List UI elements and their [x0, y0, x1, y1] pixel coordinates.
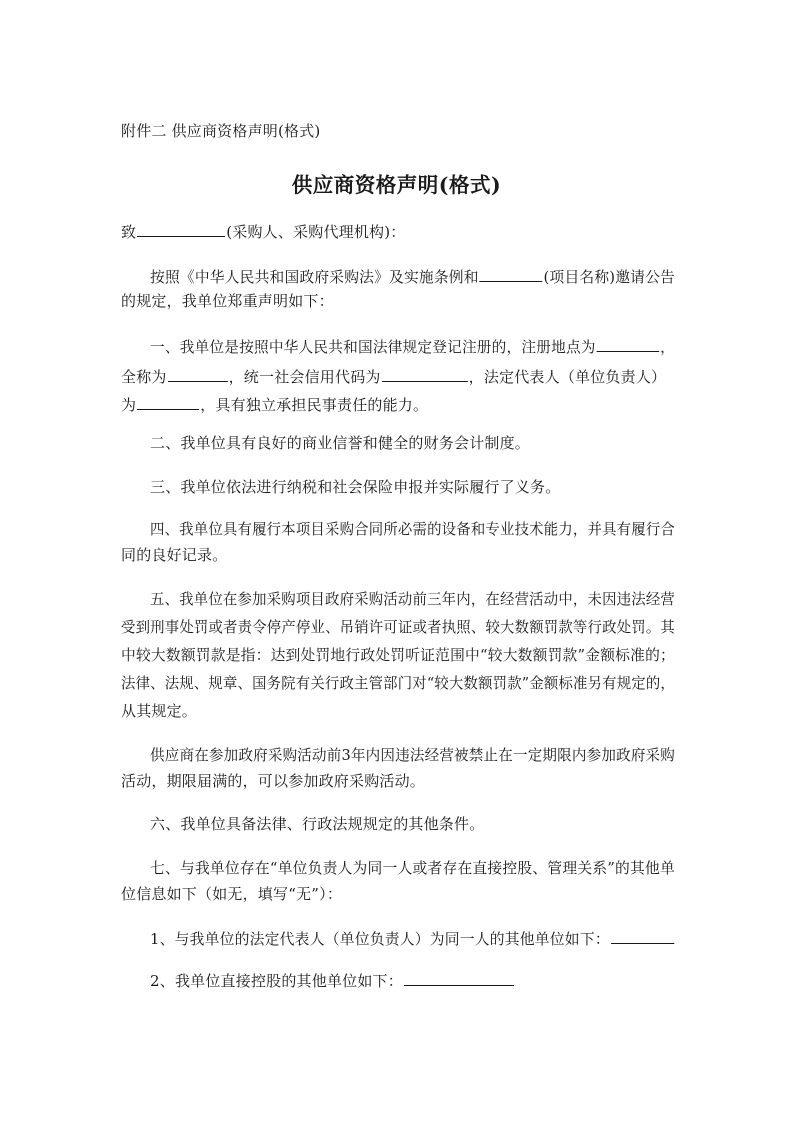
- item6: 六、我单位具备法律、行政法规规定的其他条件。: [150, 815, 485, 833]
- sub1-text: 1、与我单位的法定代表人（单位负责人）为同一人的其他单位如下：: [150, 930, 610, 948]
- item1-line-3: [121, 394, 428, 415]
- full-name-blank[interactable]: [168, 366, 228, 382]
- salutation-prefix: 致: [121, 223, 137, 241]
- item5-line-4: 法律、法规、规章、国务院有关行政主管部门对“较大数额罚款”金额标准另有规定的，: [121, 674, 675, 692]
- salutation-suffix: (采购人、采购代理机构)：: [226, 223, 406, 241]
- document-title: 供应商资格声明(格式): [291, 173, 502, 197]
- item1-text-3: ，具有独立承担民事责任的能力。: [200, 396, 429, 414]
- item1-line-2: [121, 366, 666, 387]
- legal-rep-blank[interactable]: [137, 394, 199, 410]
- legal-rep-prefix: 为: [121, 396, 137, 414]
- item5-line-3: 中较大数额罚款是指：达到处罚地行政处罚听证范围中“较大数额罚款”金额标准的；: [121, 646, 676, 664]
- item7-line-2: 位信息如下（如无，填写“无”）：: [121, 885, 343, 903]
- salutation: [121, 221, 406, 242]
- item2: 二、我单位具有良好的商业信誉和健全的财务会计制度。: [150, 434, 531, 452]
- note-line-1: 供应商在参加政府采购活动前3年内因违法经营被禁止在一定期限内参加政府采购: [150, 746, 676, 764]
- sub2-text: 2、我单位直接控股的其他单位如下：: [150, 972, 403, 990]
- item1-comma: ，: [660, 338, 676, 356]
- intro-line-1: [150, 266, 675, 287]
- item4-line-1: 四、我单位具有履行本项目采购合同所必需的设备和专业技术能力，并具有履行合: [150, 520, 676, 538]
- credit-code-blank[interactable]: [382, 366, 468, 382]
- intro-text-2: (项目名称)邀请公告: [543, 268, 675, 286]
- intro-text-1: 按照《中华人民共和国政府采购法》及实施条例和: [150, 268, 479, 286]
- full-name-label: 全称为: [121, 368, 167, 386]
- item3: 三、我单位依法进行纳税和社会保险申报并实际履行了义务。: [150, 478, 561, 496]
- item4-line-2: 同的良好记录。: [121, 546, 228, 564]
- registration-place-blank[interactable]: [597, 336, 660, 352]
- project-name-blank[interactable]: [480, 266, 543, 282]
- purchaser-blank[interactable]: [137, 221, 225, 237]
- sub1: [150, 928, 675, 949]
- legal-rep-label: ，法定代表人（单位负责人）: [468, 368, 667, 386]
- note-line-2: 活动，期限届满的，可以参加政府采购活动。: [121, 772, 426, 790]
- item5-line-5: 从其规定。: [121, 702, 198, 720]
- item5-line-1: 五、我单位在参加采购项目政府采购活动前三年内，在经营活动中，未因违法经营: [150, 590, 676, 608]
- credit-code-label: ，统一社会信用代码为: [228, 368, 381, 386]
- same-legal-rep-units-blank[interactable]: [611, 928, 674, 944]
- item1-text-1: 一、我单位是按照中华人民共和国法律规定登记注册的，注册地点为: [150, 338, 596, 356]
- sub2: [150, 970, 515, 991]
- intro-line-2: 的规定，我单位郑重声明如下：: [121, 292, 334, 310]
- item7-line-1: 七、与我单位存在“单位负责人为同一人或者存在直接控股、管理关系”的其他单: [150, 859, 675, 877]
- attachment-label: 附件二 供应商资格声明(格式): [121, 122, 321, 140]
- item5-line-2: 受到刑事处罚或者责令停产停业、吊销许可证或者执照、较大数额罚款等行政处罚。其: [121, 618, 675, 636]
- controlled-units-blank[interactable]: [404, 970, 514, 986]
- item1-line-1: [150, 336, 675, 357]
